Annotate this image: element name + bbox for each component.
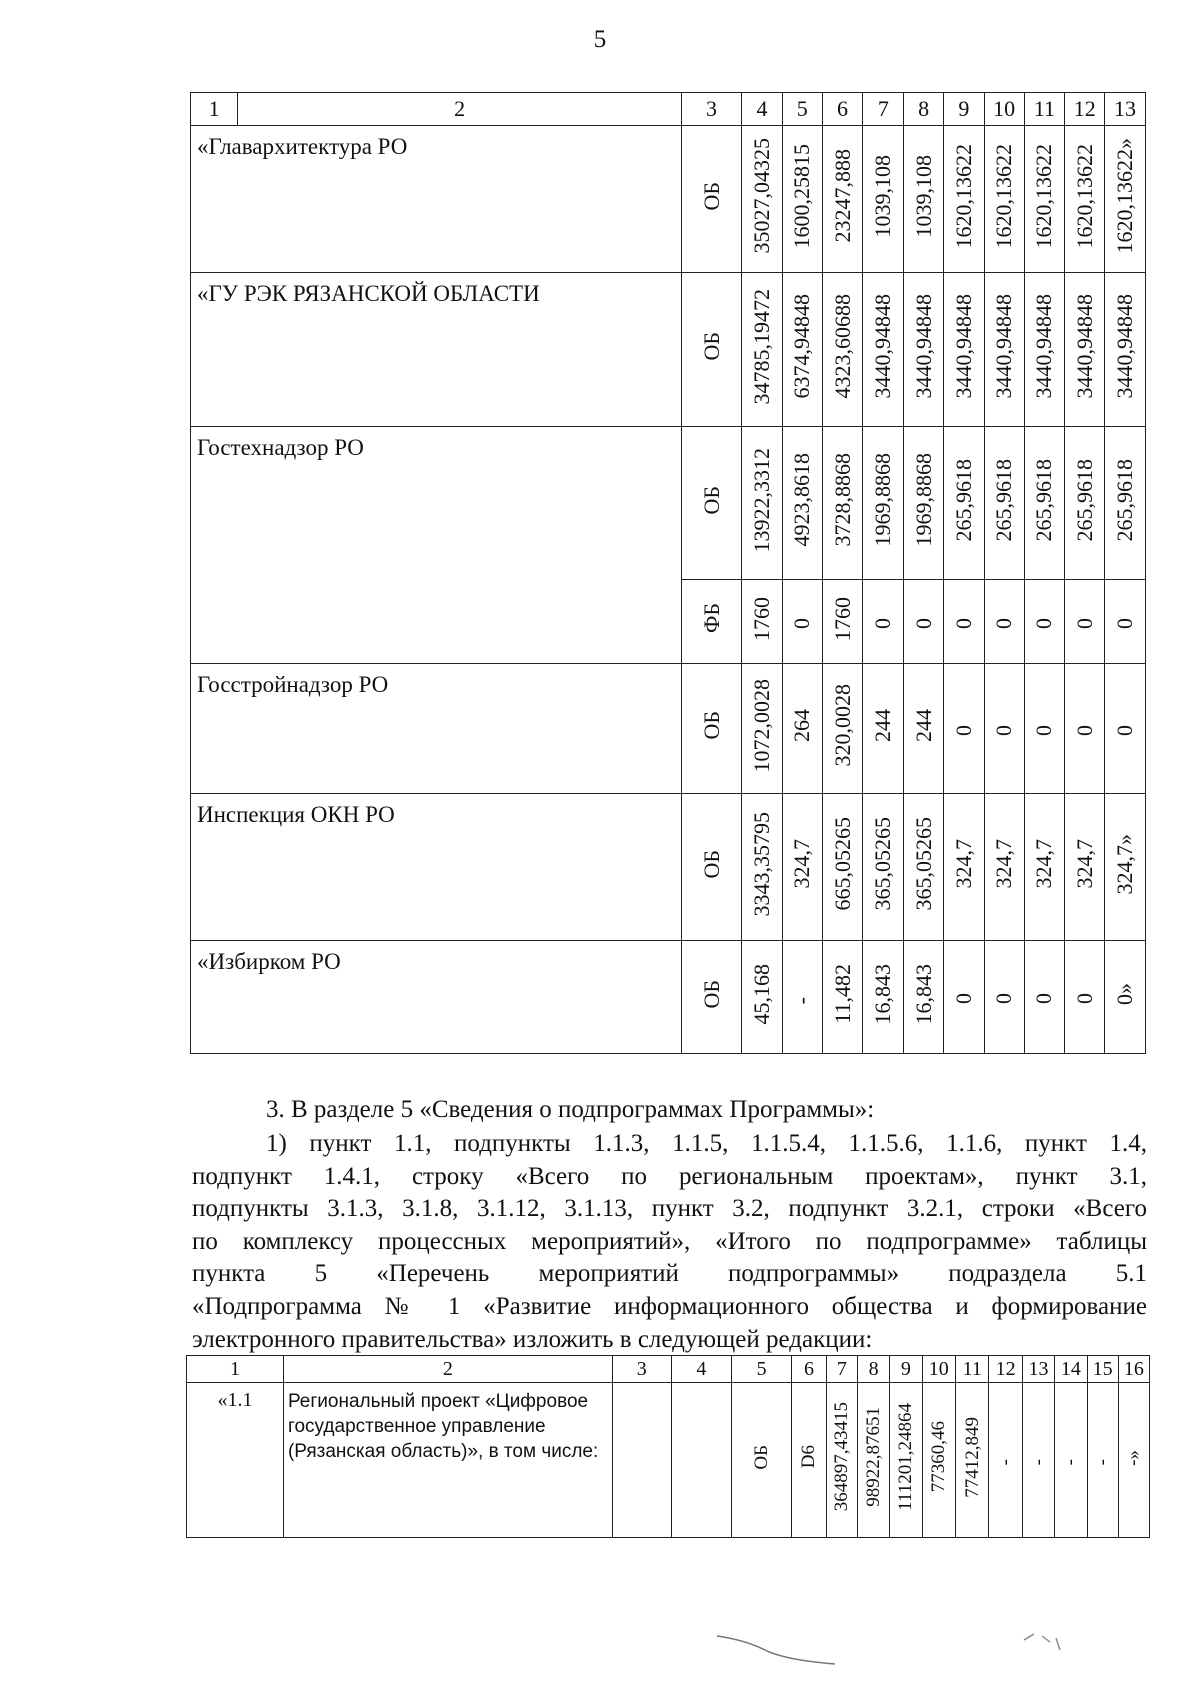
t2-col-1: 1 [187,1356,284,1383]
t1-col-11: 11 [1024,93,1065,126]
budget-type: ФБ [681,580,741,664]
value-cell: 3440,94848 [1065,273,1105,427]
value-cell: 324,7 [1024,794,1065,941]
funding-table-1 [190,92,1146,1054]
item-code: «1.1 [187,1383,284,1538]
t1-col-4: 4 [742,93,783,126]
t1-col-10: 10 [984,93,1024,126]
value-cell: -» [1118,1383,1149,1538]
org-name: Гостехнадзор РО [191,427,682,664]
value-cell: 265,9618 [1024,427,1065,580]
budget-type: ОБ [681,664,741,794]
value-cell: 111201,24864 [890,1383,922,1538]
t2-col-12: 12 [989,1356,1022,1383]
budget-type: ОБ [681,427,741,580]
value-cell: 98922,87651 [857,1383,889,1538]
table-row [191,664,1146,794]
value-cell: 77412,849 [956,1383,989,1538]
t1-col-7: 7 [863,93,904,126]
value-cell: 1072,0028 [742,664,783,794]
value-cell: 0 [1065,941,1105,1054]
item-title: Региональный проект «Цифровое государственное управление (Рязанская область)», в том числе: [283,1383,612,1538]
value-cell: 45,168 [742,941,783,1054]
t2-col-3: 3 [612,1356,671,1383]
value-cell: 1620,13622» [1105,126,1146,273]
value-cell: 0 [984,941,1024,1054]
t2-col-8: 8 [857,1356,889,1383]
scan-artifact [1020,1628,1070,1658]
table-row [191,794,1146,941]
value-cell: 1620,13622 [984,126,1024,273]
value-cell: 3440,94848 [1024,273,1065,427]
value-cell: - [1087,1383,1118,1538]
t1-col-1: 1 [191,93,238,126]
t2-col-6: 6 [792,1356,827,1383]
t1-col-8: 8 [904,93,944,126]
value-cell: - [1022,1383,1054,1538]
value-cell: 0 [1105,580,1146,664]
value-cell: 3440,94848 [943,273,984,427]
budget-type: ОБ [681,941,741,1054]
value-cell: - [1055,1383,1087,1538]
budget-type: ОБ [681,794,741,941]
value-cell: 1969,8868 [863,427,904,580]
t1-col-3: 3 [681,93,741,126]
value-cell: 264 [782,664,822,794]
value-cell: 77360,46 [922,1383,955,1538]
value-cell: 1600,25815 [782,126,822,273]
value-cell: 0 [1024,664,1065,794]
org-name: «Главархитектура РО [191,126,682,273]
t2-col-13: 13 [1022,1356,1054,1383]
value-cell: 324,7 [782,794,822,941]
value-cell: 0 [1024,941,1065,1054]
value-cell: 1620,13622 [1065,126,1105,273]
value-cell: 265,9618 [943,427,984,580]
scan-artifact [715,1630,845,1670]
value-cell: 244 [863,664,904,794]
paragraph-line: подпункты 3.1.3, 3.1.8, 3.1.12, 3.1.13, пункт 3.2, подпункт 3.2.1, строки «Всего [192,1195,1147,1223]
value-cell: 364897,43415 [826,1383,857,1538]
t1-col-5: 5 [782,93,822,126]
table-row [191,427,1146,580]
value-cell: 16,843 [863,941,904,1054]
paragraph-line: 1) пункт 1.1, подпункты 1.1.3, 1.1.5, 1.1.5.4, 1.1.5.6, 1.1.6, пункт 1.4, [266,1130,1147,1157]
value-cell: 3343,35795 [742,794,783,941]
table-row [191,941,1146,1054]
value-cell: 0 [943,941,984,1054]
value-cell: 35027,04325 [742,126,783,273]
table1-header [191,93,1146,126]
value-cell: 23247,888 [822,126,863,273]
budget-type: ОБ [732,1383,792,1538]
t2-col-11: 11 [956,1356,989,1383]
t1-col-13: 13 [1105,93,1146,126]
org-name: «Избирком РО [191,941,682,1054]
t2-col-2: 2 [283,1356,612,1383]
value-cell: 265,9618 [1065,427,1105,580]
value-cell: 0 [984,580,1024,664]
value-cell: 320,0028 [822,664,863,794]
value-cell: 3728,8868 [822,427,863,580]
value-cell: 324,7 [984,794,1024,941]
value-cell: 1039,108 [904,126,944,273]
code-cell: D6 [792,1383,827,1538]
value-cell: 324,7 [943,794,984,941]
value-cell: 244 [904,664,944,794]
value-cell: 265,9618 [1105,427,1146,580]
t2-col-7: 7 [826,1356,857,1383]
value-cell: 0 [1024,580,1065,664]
table-row [187,1383,1150,1538]
budget-type: ОБ [681,273,741,427]
org-name: Госстройнадзор РО [191,664,682,794]
value-cell: 1039,108 [863,126,904,273]
t2-col-5: 5 [732,1356,792,1383]
value-cell: 6374,94848 [782,273,822,427]
value-cell: 3440,94848 [1105,273,1146,427]
t1-col-9: 9 [943,93,984,126]
value-cell: 11,482 [822,941,863,1054]
value-cell: 265,9618 [984,427,1024,580]
org-name: «ГУ РЭК РЯЗАНСКОЙ ОБЛАСТИ [191,273,682,427]
value-cell: 0 [782,580,822,664]
value-cell: 0 [943,580,984,664]
value-cell [671,1383,731,1538]
value-cell: 365,05265 [863,794,904,941]
value-cell: 0 [943,664,984,794]
table-row [191,273,1146,427]
t2-col-4: 4 [671,1356,731,1383]
value-cell: 13922,3312 [742,427,783,580]
value-cell: 1969,8868 [904,427,944,580]
paragraph-line: «Подпрограмма № 1 «Развитие информационного общества и формирование [192,1292,1147,1320]
value-cell: 324,7 [1065,794,1105,941]
value-cell: 1620,13622 [1024,126,1065,273]
value-cell: 0 [984,664,1024,794]
value-cell: 16,843 [904,941,944,1054]
value-cell: 3440,94848 [863,273,904,427]
t2-col-16: 16 [1118,1356,1149,1383]
value-cell: - [989,1383,1022,1538]
table-row [191,126,1146,273]
value-cell: 0 [904,580,944,664]
t1-col-6: 6 [822,93,863,126]
paragraph-line: электронного правительства» изложить в следующей редакции: [192,1325,873,1353]
value-cell [612,1383,671,1538]
value-cell: 4923,8618 [782,427,822,580]
org-name: Инспекция ОКН РО [191,794,682,941]
t1-col-12: 12 [1065,93,1105,126]
t2-col-10: 10 [922,1356,955,1383]
value-cell: 665,05265 [822,794,863,941]
t1-col-2: 2 [238,93,682,126]
value-cell: 1760 [822,580,863,664]
value-cell: 1760 [742,580,783,664]
paragraph-line: подпункт 1.4.1, строку «Всего по региональным проектам», пункт 3.1, [192,1162,1147,1190]
value-cell: 0 [1065,664,1105,794]
amendment-paragraph [192,1128,1147,1356]
table2-header [187,1356,1150,1383]
paragraph-line: пункта 5 «Перечень мероприятий подпрограммы» подраздела 5.1 [192,1260,1147,1288]
value-cell: 0» [1105,941,1146,1054]
value-cell: 0 [1105,664,1146,794]
section-heading: 3. В разделе 5 «Сведения о подпрограммах Программы»: [266,1096,875,1123]
value-cell: 1620,13622 [943,126,984,273]
value-cell: 365,05265 [904,794,944,941]
value-cell: 34785,19472 [742,273,783,427]
value-cell: 0 [863,580,904,664]
budget-type: ОБ [681,126,741,273]
value-cell: 4323,60688 [822,273,863,427]
value-cell: 0 [1065,580,1105,664]
value-cell: - [782,941,822,1054]
t2-col-14: 14 [1055,1356,1087,1383]
t2-col-15: 15 [1087,1356,1118,1383]
value-cell: 3440,94848 [984,273,1024,427]
value-cell: 3440,94848 [904,273,944,427]
value-cell: 324,7» [1105,794,1146,941]
page-number: 5 [593,26,607,53]
paragraph-line: по комплексу процессных мероприятий», «Итого по подпрограмме» таблицы [192,1227,1147,1255]
subprogram-table [186,1355,1150,1538]
t2-col-9: 9 [890,1356,922,1383]
